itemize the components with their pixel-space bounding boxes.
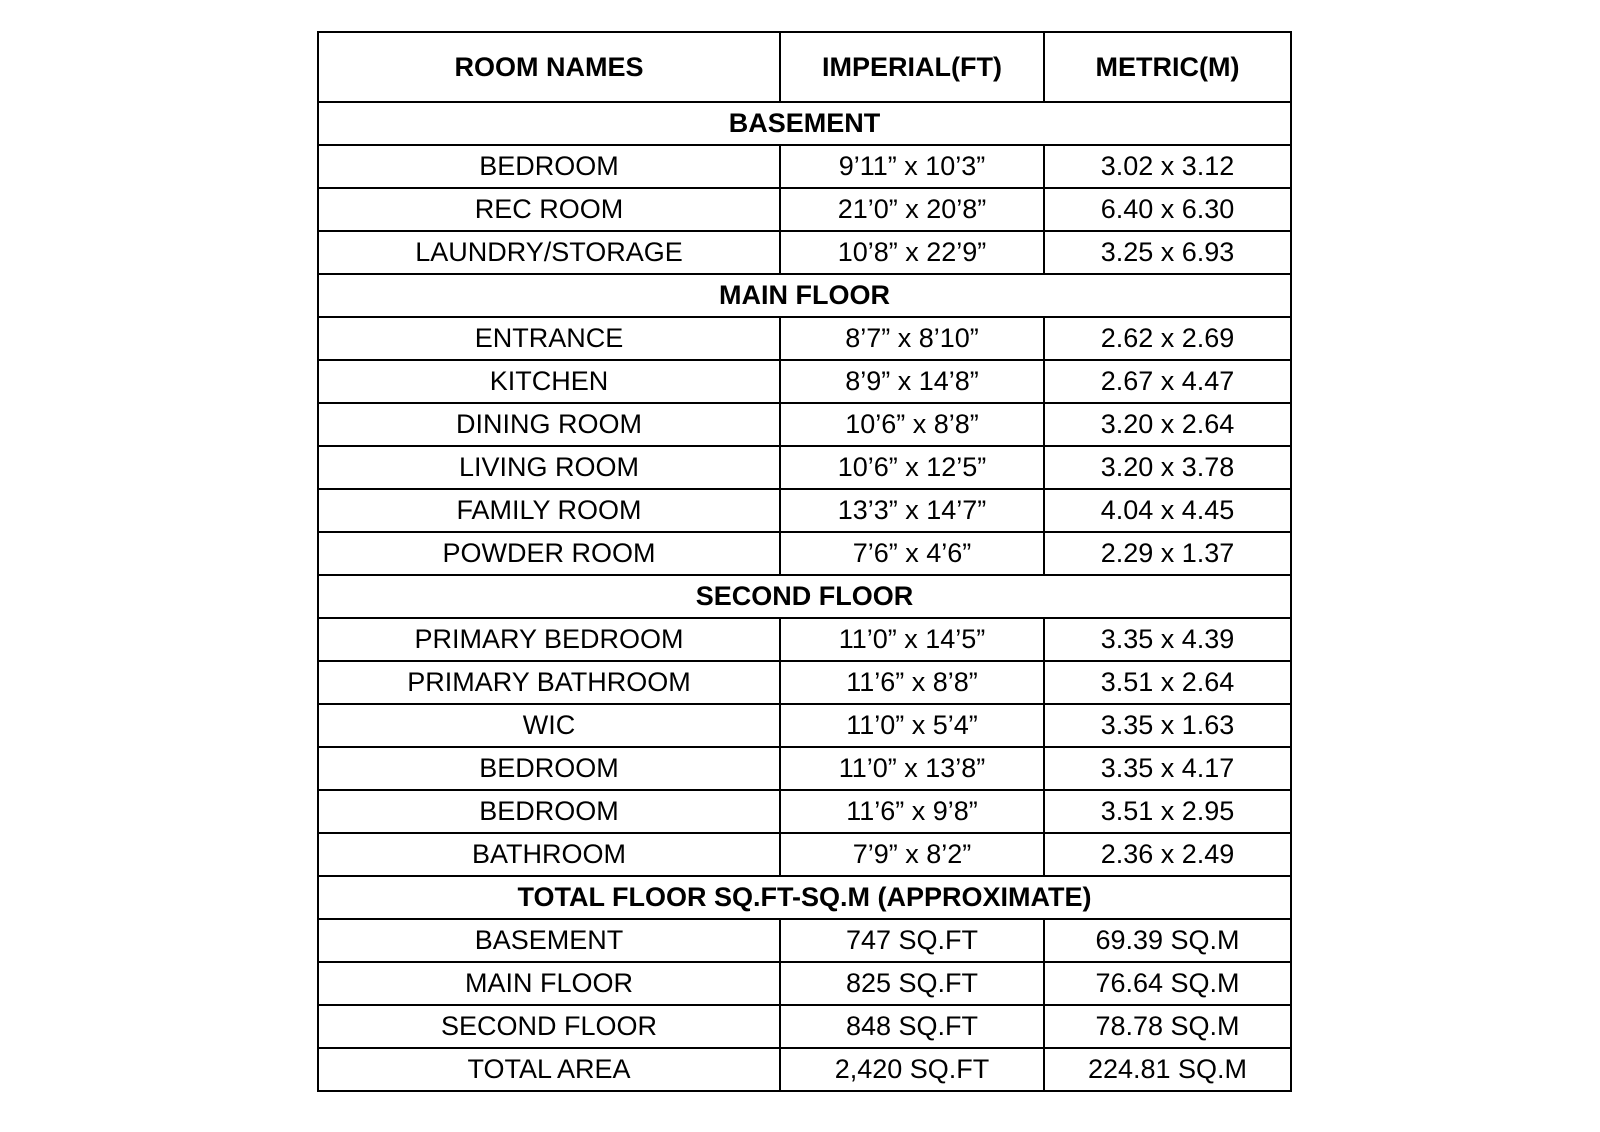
metric-value: 3.02 x 3.12 — [1044, 145, 1291, 188]
imperial-value: 8’9” x 14’8” — [780, 360, 1044, 403]
imperial-area: 848 SQ.FT — [780, 1005, 1044, 1048]
imperial-value: 11’6” x 9’8” — [780, 790, 1044, 833]
table-row — [318, 317, 1291, 360]
room-name: BATHROOM — [318, 833, 780, 876]
metric-value: 6.40 x 6.30 — [1044, 188, 1291, 231]
section-title: SECOND FLOOR — [318, 575, 1291, 618]
metric-value: 3.35 x 4.39 — [1044, 618, 1291, 661]
table-row — [318, 790, 1291, 833]
imperial-value: 21’0” x 20’8” — [780, 188, 1044, 231]
imperial-value: 11’6” x 8’8” — [780, 661, 1044, 704]
room-dimensions-table — [317, 31, 1292, 1092]
header-room-names: ROOM NAMES — [318, 32, 780, 102]
metric-value: 3.35 x 1.63 — [1044, 704, 1291, 747]
section-row-totals — [318, 876, 1291, 919]
section-row-basement — [318, 102, 1291, 145]
imperial-area: 825 SQ.FT — [780, 962, 1044, 1005]
imperial-value: 11’0” x 5’4” — [780, 704, 1044, 747]
room-name: PRIMARY BEDROOM — [318, 618, 780, 661]
room-name: LIVING ROOM — [318, 446, 780, 489]
metric-area: 76.64 SQ.M — [1044, 962, 1291, 1005]
room-name: ENTRANCE — [318, 317, 780, 360]
section-title: BASEMENT — [318, 102, 1291, 145]
table-row — [318, 962, 1291, 1005]
table-row — [318, 360, 1291, 403]
header-imperial: IMPERIAL(FT) — [780, 32, 1044, 102]
section-row-second-floor — [318, 575, 1291, 618]
floor-name: MAIN FLOOR — [318, 962, 780, 1005]
room-name: LAUNDRY/STORAGE — [318, 231, 780, 274]
room-name: BEDROOM — [318, 145, 780, 188]
metric-value: 2.36 x 2.49 — [1044, 833, 1291, 876]
metric-value: 3.25 x 6.93 — [1044, 231, 1291, 274]
room-name: FAMILY ROOM — [318, 489, 780, 532]
table-row — [318, 446, 1291, 489]
imperial-value: 10’6” x 12’5” — [780, 446, 1044, 489]
metric-area: 69.39 SQ.M — [1044, 919, 1291, 962]
table-row — [318, 833, 1291, 876]
table-row — [318, 188, 1291, 231]
section-title: MAIN FLOOR — [318, 274, 1291, 317]
table-row — [318, 1048, 1291, 1091]
room-name: POWDER ROOM — [318, 532, 780, 575]
imperial-area: 2,420 SQ.FT — [780, 1048, 1044, 1091]
imperial-value: 10’6” x 8’8” — [780, 403, 1044, 446]
imperial-value: 13’3” x 14’7” — [780, 489, 1044, 532]
section-title: TOTAL FLOOR SQ.FT-SQ.M (APPROXIMATE) — [318, 876, 1291, 919]
metric-value: 2.67 x 4.47 — [1044, 360, 1291, 403]
header-metric: METRIC(M) — [1044, 32, 1291, 102]
table-row — [318, 919, 1291, 962]
table-row — [318, 231, 1291, 274]
metric-value: 2.62 x 2.69 — [1044, 317, 1291, 360]
floor-name: SECOND FLOOR — [318, 1005, 780, 1048]
table-row — [318, 618, 1291, 661]
table-row — [318, 145, 1291, 188]
metric-value: 3.51 x 2.95 — [1044, 790, 1291, 833]
table-row — [318, 489, 1291, 532]
floor-name: TOTAL AREA — [318, 1048, 780, 1091]
imperial-value: 11’0” x 13’8” — [780, 747, 1044, 790]
room-name: KITCHEN — [318, 360, 780, 403]
metric-area: 78.78 SQ.M — [1044, 1005, 1291, 1048]
imperial-value: 9’11” x 10’3” — [780, 145, 1044, 188]
imperial-value: 11’0” x 14’5” — [780, 618, 1044, 661]
imperial-area: 747 SQ.FT — [780, 919, 1044, 962]
metric-value: 3.35 x 4.17 — [1044, 747, 1291, 790]
metric-value: 2.29 x 1.37 — [1044, 532, 1291, 575]
imperial-value: 7’6” x 4’6” — [780, 532, 1044, 575]
table-row — [318, 747, 1291, 790]
table-row — [318, 532, 1291, 575]
room-name: BEDROOM — [318, 747, 780, 790]
room-name: BEDROOM — [318, 790, 780, 833]
metric-value: 3.51 x 2.64 — [1044, 661, 1291, 704]
room-name: PRIMARY BATHROOM — [318, 661, 780, 704]
imperial-value: 8’7” x 8’10” — [780, 317, 1044, 360]
metric-area: 224.81 SQ.M — [1044, 1048, 1291, 1091]
room-name: DINING ROOM — [318, 403, 780, 446]
metric-value: 3.20 x 3.78 — [1044, 446, 1291, 489]
imperial-value: 7’9” x 8’2” — [780, 833, 1044, 876]
imperial-value: 10’8” x 22’9” — [780, 231, 1044, 274]
metric-value: 4.04 x 4.45 — [1044, 489, 1291, 532]
room-name: REC ROOM — [318, 188, 780, 231]
metric-value: 3.20 x 2.64 — [1044, 403, 1291, 446]
table-row — [318, 1005, 1291, 1048]
floor-name: BASEMENT — [318, 919, 780, 962]
room-name: WIC — [318, 704, 780, 747]
table-row — [318, 661, 1291, 704]
table-row — [318, 403, 1291, 446]
header-row — [318, 32, 1291, 102]
section-row-main-floor — [318, 274, 1291, 317]
table-row — [318, 704, 1291, 747]
